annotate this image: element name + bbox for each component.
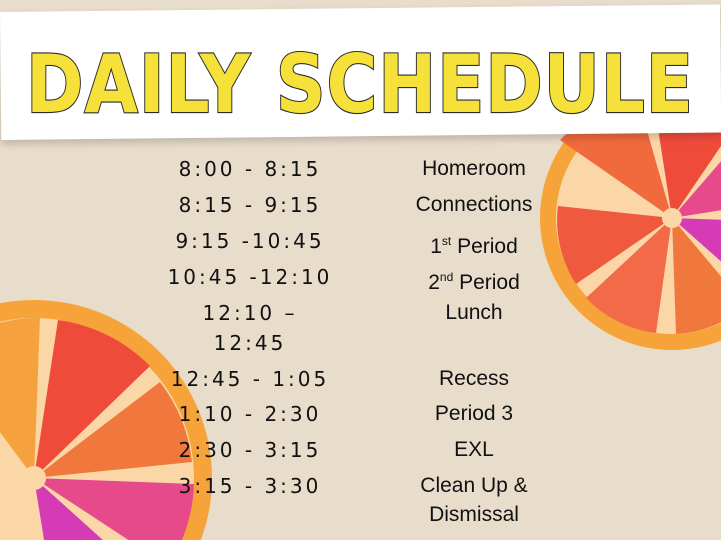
- activity-cell-line2: Dismissal: [429, 503, 519, 526]
- time-cell: 12:45 - 1:05: [170, 367, 330, 391]
- time-cell-line2: 12:45: [213, 331, 287, 355]
- time-cell: 10:45 -12:10: [167, 265, 333, 289]
- activity-cell: Recess: [438, 367, 510, 390]
- activity-cell: Connections: [415, 193, 533, 216]
- activity-cell-line1: Clean Up &: [420, 474, 528, 497]
- page-title: [22, 24, 702, 134]
- time-cell: 1:10 - 2:30: [178, 402, 322, 426]
- activity-cell: Period 3: [434, 402, 514, 425]
- period-label: Period: [453, 271, 520, 294]
- activity-cell: Lunch: [445, 301, 503, 324]
- time-cell: 2:30 - 3:15: [178, 438, 322, 462]
- time-cell: 8:15 - 9:15: [178, 193, 322, 217]
- time-cell-line1: 12:10 –: [202, 301, 298, 325]
- period-number: 2: [428, 271, 440, 294]
- time-cell: 3:15 - 3:30: [178, 474, 322, 498]
- activity-cell: [386, 262, 562, 298]
- ordinal-suffix: nd: [439, 270, 454, 284]
- activity-cell: Homeroom: [422, 157, 526, 180]
- activity-cell: [386, 226, 562, 262]
- activity-cell: EXL: [454, 438, 494, 461]
- ordinal-suffix: st: [441, 234, 452, 248]
- page-title-text: DAILY SCHEDULE: [26, 38, 694, 131]
- time-cell: 9:15 -10:45: [175, 229, 325, 253]
- period-number: 1: [430, 235, 442, 258]
- time-cell: 8:00 - 8:15: [178, 157, 322, 181]
- period-label: Period: [451, 235, 518, 258]
